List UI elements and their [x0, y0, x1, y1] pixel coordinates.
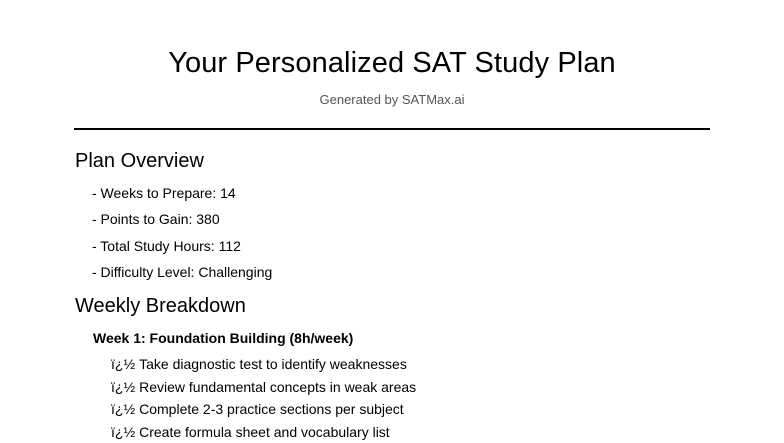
task-text: Take diagnostic test to identify weaknesses	[139, 356, 407, 372]
page-title: Your Personalized SAT Study Plan	[0, 44, 784, 82]
plan-overview-heading: Plan Overview	[75, 148, 204, 174]
garbled-bullet-icon: ï¿½	[111, 376, 135, 399]
garbled-bullet-icon: ï¿½	[111, 421, 135, 443]
page-subtitle: Generated by SATMax.ai	[0, 91, 784, 109]
task-item	[111, 421, 416, 443]
task-text: Complete 2-3 practice sections per subject	[139, 401, 404, 417]
overview-item-hours: - Total Study Hours: 112	[92, 233, 272, 259]
overview-item-weeks: - Weeks to Prepare: 14	[92, 180, 272, 206]
task-item	[111, 398, 416, 421]
week-1-task-list	[111, 353, 416, 443]
overview-item-points: - Points to Gain: 380	[92, 206, 272, 232]
title-divider	[74, 128, 710, 130]
garbled-bullet-icon: ï¿½	[111, 353, 135, 376]
week-1-title: Week 1: Foundation Building (8h/week)	[93, 328, 353, 348]
overview-item-difficulty: - Difficulty Level: Challenging	[92, 259, 272, 285]
garbled-bullet-icon: ï¿½	[111, 398, 135, 421]
task-item	[111, 353, 416, 376]
weekly-breakdown-heading: Weekly Breakdown	[75, 293, 246, 319]
task-text: Review fundamental concepts in weak areas	[139, 379, 416, 395]
task-text: Create formula sheet and vocabulary list	[139, 424, 390, 440]
task-item	[111, 376, 416, 399]
plan-overview-list	[92, 180, 272, 285]
